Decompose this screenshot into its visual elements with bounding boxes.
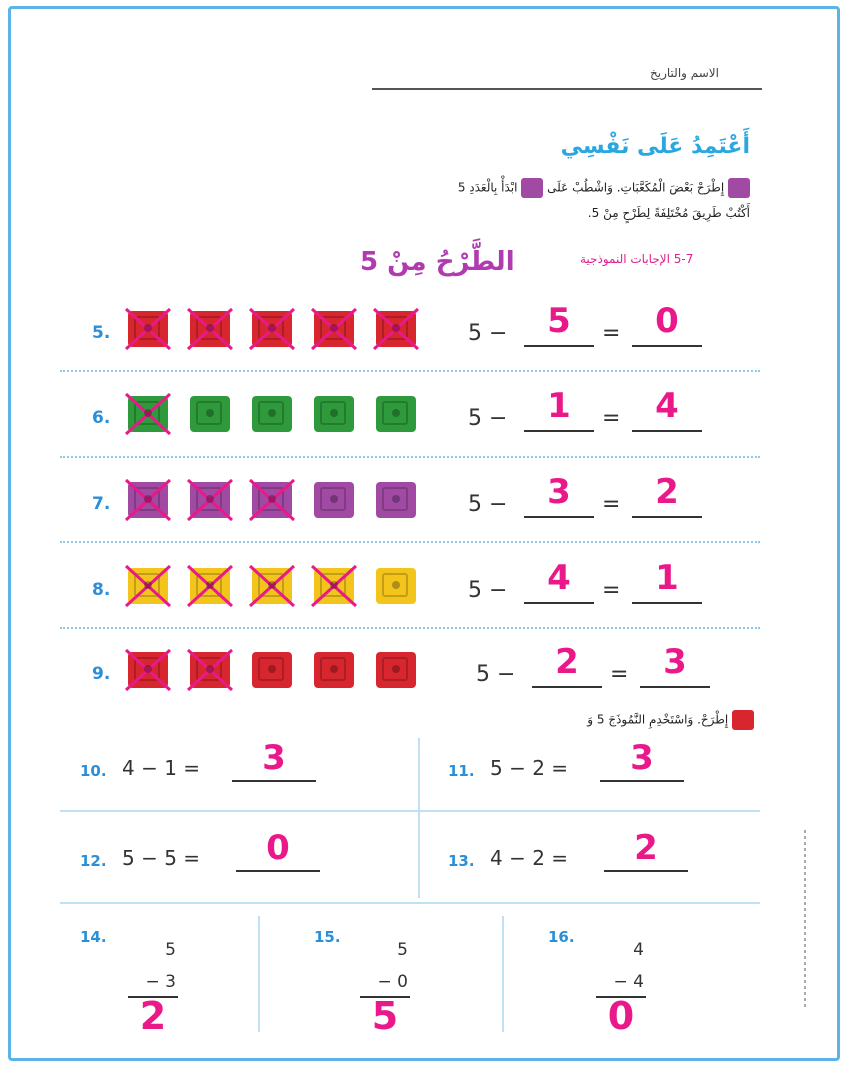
answer-blank[interactable] <box>524 345 594 347</box>
cross-out-mark <box>308 305 360 353</box>
minuend-text: 5 − <box>468 578 508 603</box>
cross-out-mark <box>122 390 174 438</box>
cube-red <box>190 311 230 347</box>
row-divider <box>60 456 760 458</box>
page-title: أَعْتَمِدُ عَلَى نَفْسِي <box>560 134 750 159</box>
difference-answer: 1 <box>655 558 679 598</box>
cross-out-mark <box>370 305 422 353</box>
subtrahend-answer: 3 <box>547 472 571 512</box>
cross-out-mark <box>246 562 298 610</box>
instruction-line-1 <box>458 178 750 198</box>
problem-expression: 5 − 5 = <box>122 846 201 870</box>
red-cube-icon <box>732 710 754 730</box>
difference-answer: 3 <box>663 642 687 682</box>
cube-red <box>376 311 416 347</box>
problem-number: 12. <box>80 852 107 870</box>
answer-blank[interactable] <box>236 870 320 872</box>
problem-number: 13. <box>448 852 475 870</box>
vertical-bottom-number: − 0 <box>377 972 408 992</box>
minuend-text: 5 − <box>468 406 508 431</box>
answer-blank[interactable] <box>600 780 684 782</box>
row-number: 9. <box>92 664 111 684</box>
name-date-line <box>372 88 762 90</box>
cube-red <box>314 652 354 688</box>
grid-divider-vertical <box>418 738 420 898</box>
difference-answer: 4 <box>655 386 679 426</box>
problem-answer: 3 <box>630 738 654 778</box>
problem-expression: 4 − 2 = <box>490 846 569 870</box>
cross-out-mark <box>122 562 174 610</box>
cross-out-mark <box>308 562 360 610</box>
cube-yellow <box>128 568 168 604</box>
answer-blank[interactable] <box>524 430 594 432</box>
problem-number: 10. <box>80 762 107 780</box>
problem-expression: 5 − 2 = <box>490 756 569 780</box>
cross-out-mark <box>122 305 174 353</box>
row-divider <box>60 627 760 629</box>
equals-sign: = <box>602 321 621 346</box>
cube-purple <box>314 482 354 518</box>
grid-divider-vertical <box>502 916 504 1032</box>
cross-out-mark <box>184 646 236 694</box>
cube-yellow <box>190 568 230 604</box>
cube-green <box>314 396 354 432</box>
answer-blank[interactable] <box>232 780 316 782</box>
answer-blank[interactable] <box>640 686 710 688</box>
subtrahend-answer: 1 <box>547 386 571 426</box>
problem-answer: 0 <box>266 828 290 868</box>
row-divider <box>60 541 760 543</box>
equals-sign: = <box>602 406 621 431</box>
row-number: 8. <box>92 580 111 600</box>
vertical-answer: 2 <box>139 994 167 1038</box>
minuend-text: 5 − <box>468 492 508 517</box>
vertical-top-number: 5 <box>165 940 176 960</box>
problem-answer: 2 <box>634 828 658 868</box>
cross-out-mark <box>122 476 174 524</box>
cube-red <box>376 652 416 688</box>
cube-green <box>252 396 292 432</box>
instruction-line-2: أَكْتُبْ طَرِيقَ مُخْتَلِفَةً لِطَرْحٍ مِنْ 5. <box>587 206 750 220</box>
subtrahend-answer: 5 <box>547 301 571 341</box>
cube-yellow <box>314 568 354 604</box>
vertical-bottom-number: − 3 <box>145 972 176 992</box>
row-number: 6. <box>92 408 111 428</box>
cube-red <box>314 311 354 347</box>
cube-red <box>252 652 292 688</box>
answer-blank[interactable] <box>524 602 594 604</box>
cube-purple <box>252 482 292 518</box>
minuend-text: 5 − <box>476 662 516 687</box>
vertical-top-number: 4 <box>633 940 644 960</box>
problem-answer: 3 <box>262 738 286 778</box>
model-answers-label: 5-7 الإجابات النموذجية <box>580 252 694 266</box>
subtrahend-answer: 2 <box>555 642 579 682</box>
grid-divider-horizontal <box>60 902 760 904</box>
cube-purple <box>190 482 230 518</box>
purple-cube-icon <box>521 178 543 198</box>
cube-yellow <box>252 568 292 604</box>
cross-out-mark <box>246 476 298 524</box>
answer-blank[interactable] <box>632 516 702 518</box>
cross-out-mark <box>184 476 236 524</box>
answer-blank[interactable] <box>524 516 594 518</box>
answer-blank[interactable] <box>532 686 602 688</box>
instruction-text-b: إِطْرَحْ بَعْضَ الْمُكَعَّبَاتِ. وَاشْطُبْ عَلَى <box>547 180 725 195</box>
part2-instruction <box>587 710 754 730</box>
cube-red <box>128 311 168 347</box>
cross-out-mark <box>184 305 236 353</box>
row-number: 7. <box>92 494 111 514</box>
cube-yellow <box>376 568 416 604</box>
answer-blank[interactable] <box>632 430 702 432</box>
equals-sign: = <box>610 662 629 687</box>
part2-instruction-text: إِطْرَحْ. وَاسْتَخْدِمِ النَّمُوذَجَ 5 وَ <box>587 712 729 727</box>
problem-number: 14. <box>80 928 107 946</box>
cube-green <box>190 396 230 432</box>
problem-number: 16. <box>548 928 575 946</box>
answer-blank[interactable] <box>632 602 702 604</box>
cross-out-mark <box>122 646 174 694</box>
cube-green <box>128 396 168 432</box>
purple-cube-icon <box>728 178 750 198</box>
cross-out-mark <box>184 562 236 610</box>
equals-sign: = <box>602 578 621 603</box>
vertical-bottom-number: − 4 <box>613 972 644 992</box>
name-date-label: الاسم والتاريخ <box>650 66 719 80</box>
cube-red <box>252 311 292 347</box>
subtrahend-answer: 4 <box>547 558 571 598</box>
instruction-text-a: ابْدَأْ بِالْعَدَدِ 5 <box>457 180 518 195</box>
problem-number: 15. <box>314 928 341 946</box>
cube-red <box>128 652 168 688</box>
vertical-answer: 5 <box>371 994 399 1038</box>
section-title: الطَّرْحُ مِنْ 5 <box>360 247 515 277</box>
answer-blank[interactable] <box>604 870 688 872</box>
row-divider <box>60 370 760 372</box>
minuend-text: 5 − <box>468 321 508 346</box>
difference-answer: 0 <box>655 301 679 341</box>
cube-red <box>190 652 230 688</box>
problem-number: 11. <box>448 762 475 780</box>
side-copyright-strip <box>794 820 816 1020</box>
cross-out-mark <box>246 305 298 353</box>
cube-purple <box>376 482 416 518</box>
vertical-top-number: 5 <box>397 940 408 960</box>
grid-divider-vertical <box>258 916 260 1032</box>
cube-green <box>376 396 416 432</box>
cube-purple <box>128 482 168 518</box>
row-number: 5. <box>92 323 111 343</box>
answer-blank[interactable] <box>632 345 702 347</box>
grid-divider-horizontal <box>60 810 760 812</box>
problem-expression: 4 − 1 = <box>122 756 201 780</box>
equals-sign: = <box>602 492 621 517</box>
difference-answer: 2 <box>655 472 679 512</box>
vertical-answer: 0 <box>607 994 635 1038</box>
